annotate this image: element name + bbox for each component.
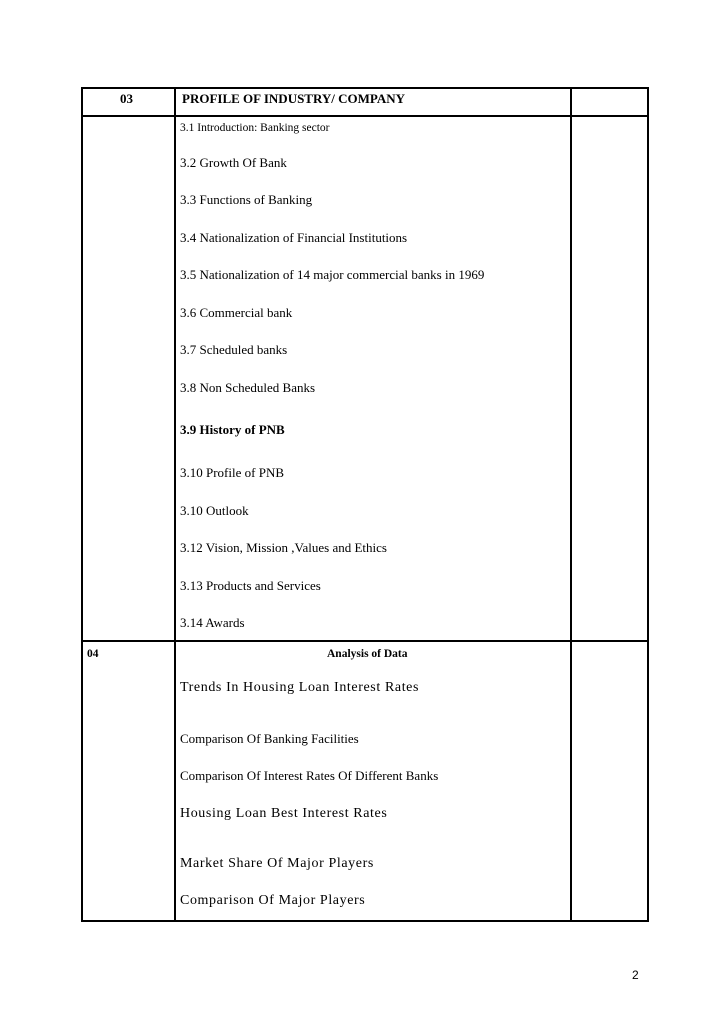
- contents-table: [81, 87, 649, 922]
- toc-item: Trends In Housing Loan Interest Rates: [180, 680, 420, 695]
- toc-item: 3.5 Nationalization of 14 major commercial banks in 1969: [180, 267, 485, 282]
- toc-item: Comparison Of Major Players: [180, 893, 366, 908]
- toc-item: 3.2 Growth Of Bank: [180, 155, 287, 170]
- toc-item: 3.3 Functions of Banking: [180, 192, 313, 207]
- toc-item: 3.12 Vision, Mission ,Values and Ethics: [180, 540, 387, 555]
- column-divider-1: [174, 89, 176, 920]
- toc-item: Comparison Of Banking Facilities: [180, 731, 359, 746]
- toc-item: 3.8 Non Scheduled Banks: [180, 380, 316, 395]
- column-divider-2: [570, 89, 572, 920]
- toc-item: 3.10 Outlook: [180, 503, 249, 518]
- page-number: 2: [632, 968, 639, 982]
- toc-item: 3.7 Scheduled banks: [180, 342, 288, 357]
- toc-item: 3.4 Nationalization of Financial Institutions: [180, 230, 408, 245]
- header-row-divider: [83, 115, 647, 117]
- section-title-analysis: Analysis of Data: [327, 648, 408, 660]
- section-divider: [83, 640, 647, 642]
- toc-item: 3.10 Profile of PNB: [180, 465, 284, 480]
- toc-item: 3.14 Awards: [180, 615, 245, 630]
- toc-item: Market Share Of Major Players: [180, 856, 374, 871]
- section-title-profile: PROFILE OF INDUSTRY/ COMPANY: [182, 91, 406, 106]
- section-number-03: 03: [120, 91, 133, 106]
- toc-item: 3.6 Commercial bank: [180, 305, 293, 320]
- toc-item: Housing Loan Best Interest Rates: [180, 806, 388, 821]
- toc-item: 3.9 History of PNB: [180, 422, 285, 437]
- toc-item: 3.13 Products and Services: [180, 578, 321, 593]
- toc-item: Comparison Of Interest Rates Of Different Banks: [180, 768, 439, 783]
- toc-item: 3.1 Introduction: Banking sector: [180, 122, 330, 134]
- section-number-04: 04: [87, 648, 99, 660]
